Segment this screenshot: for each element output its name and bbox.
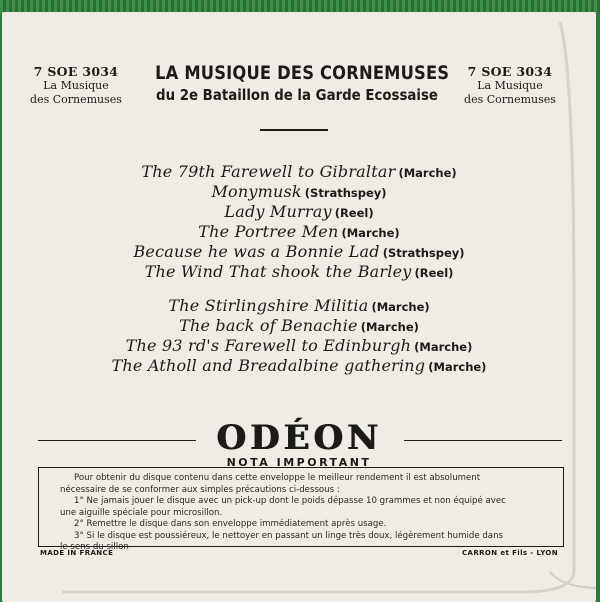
track-gap	[2, 282, 596, 296]
track-item	[2, 182, 596, 202]
back-cover	[2, 12, 596, 602]
made-in-label: MADE IN FRANCE	[40, 549, 114, 557]
catalog-subtitle: La Musique	[477, 79, 543, 92]
track-type: (Strathspey)	[304, 186, 387, 200]
track-name: Lady Murray	[224, 202, 332, 221]
catalog-subtitle: des Cornemuses	[464, 93, 556, 106]
track-item	[2, 202, 596, 222]
track-list	[2, 162, 596, 376]
track-name: Monymusk	[211, 182, 302, 201]
album-title-main: LA MUSIQUE DES CORNEMUSES	[155, 62, 450, 84]
notice-text	[60, 473, 550, 554]
album-title-sub: du 2e Bataillon de la Garde Ecossaise	[156, 86, 438, 104]
track-name: The back of Benachie	[179, 316, 358, 335]
track-type: (Reel)	[334, 206, 374, 220]
track-item	[2, 296, 596, 316]
catalog-block-left	[16, 64, 136, 107]
track-item	[2, 316, 596, 336]
brand-rule-right	[404, 440, 562, 441]
track-name: The 79th Farewell to Gibraltar	[141, 162, 396, 181]
brand-logo: ODÉON	[216, 418, 382, 458]
notice-line: Pour obtenir du disque contenu dans cette enveloppe le meilleur rendement il est absolument	[74, 473, 481, 483]
track-name: The Atholl and Breadalbine gathering	[111, 356, 426, 375]
track-name: Because he was a Bonnie Lad	[133, 242, 380, 261]
album-title	[132, 62, 462, 104]
track-type: (Marche)	[428, 360, 487, 374]
track-type: (Marche)	[414, 340, 473, 354]
track-name: The Portree Men	[198, 222, 339, 241]
catalog-block-right	[450, 64, 570, 107]
catalog-number: 7 SOE 3034	[467, 64, 553, 79]
catalog-subtitle: des Cornemuses	[30, 93, 122, 106]
track-item	[2, 242, 596, 262]
track-item	[2, 336, 596, 356]
notice-heading: NOTA IMPORTANT	[226, 456, 372, 469]
track-item	[2, 162, 596, 182]
track-name: The Stirlingshire Militia	[168, 296, 369, 315]
catalog-number: 7 SOE 3034	[33, 64, 119, 79]
notice-line: nécessaire de se conformer aux simples précautions ci-dessous :	[60, 484, 340, 495]
track-type: (Marche)	[371, 300, 430, 314]
title-divider	[260, 129, 328, 131]
track-name: The Wind That shook the Barley	[144, 262, 412, 281]
notice-line: 1° Ne jamais jouer le disque avec un pick-up dont le poids dépasse 10 grammes et non équipé avec	[74, 496, 506, 506]
track-item	[2, 222, 596, 242]
track-type: (Strathspey)	[382, 246, 465, 260]
track-type: (Reel)	[414, 266, 454, 280]
printer-label: CARRON et Fils - LYON	[462, 549, 559, 557]
track-item	[2, 356, 596, 376]
track-type: (Marche)	[360, 320, 419, 334]
notice-line: 2° Remettre le disque dans son enveloppe immédiatement après usage.	[74, 519, 387, 529]
notice-line: le sens du sillon	[60, 542, 129, 552]
notice-line: une aiguille spéciale pour microsillon.	[60, 507, 223, 518]
track-name: The 93 rd's Farewell to Edinburgh	[125, 336, 412, 355]
catalog-subtitle: La Musique	[43, 79, 109, 92]
track-type: (Marche)	[398, 166, 457, 180]
notice-line: 3° Si le disque est poussiéreux, le nettoyer en passant un linge très doux, légèrement humide dans	[74, 530, 503, 541]
track-item	[2, 262, 596, 282]
track-type: (Marche)	[341, 226, 400, 240]
